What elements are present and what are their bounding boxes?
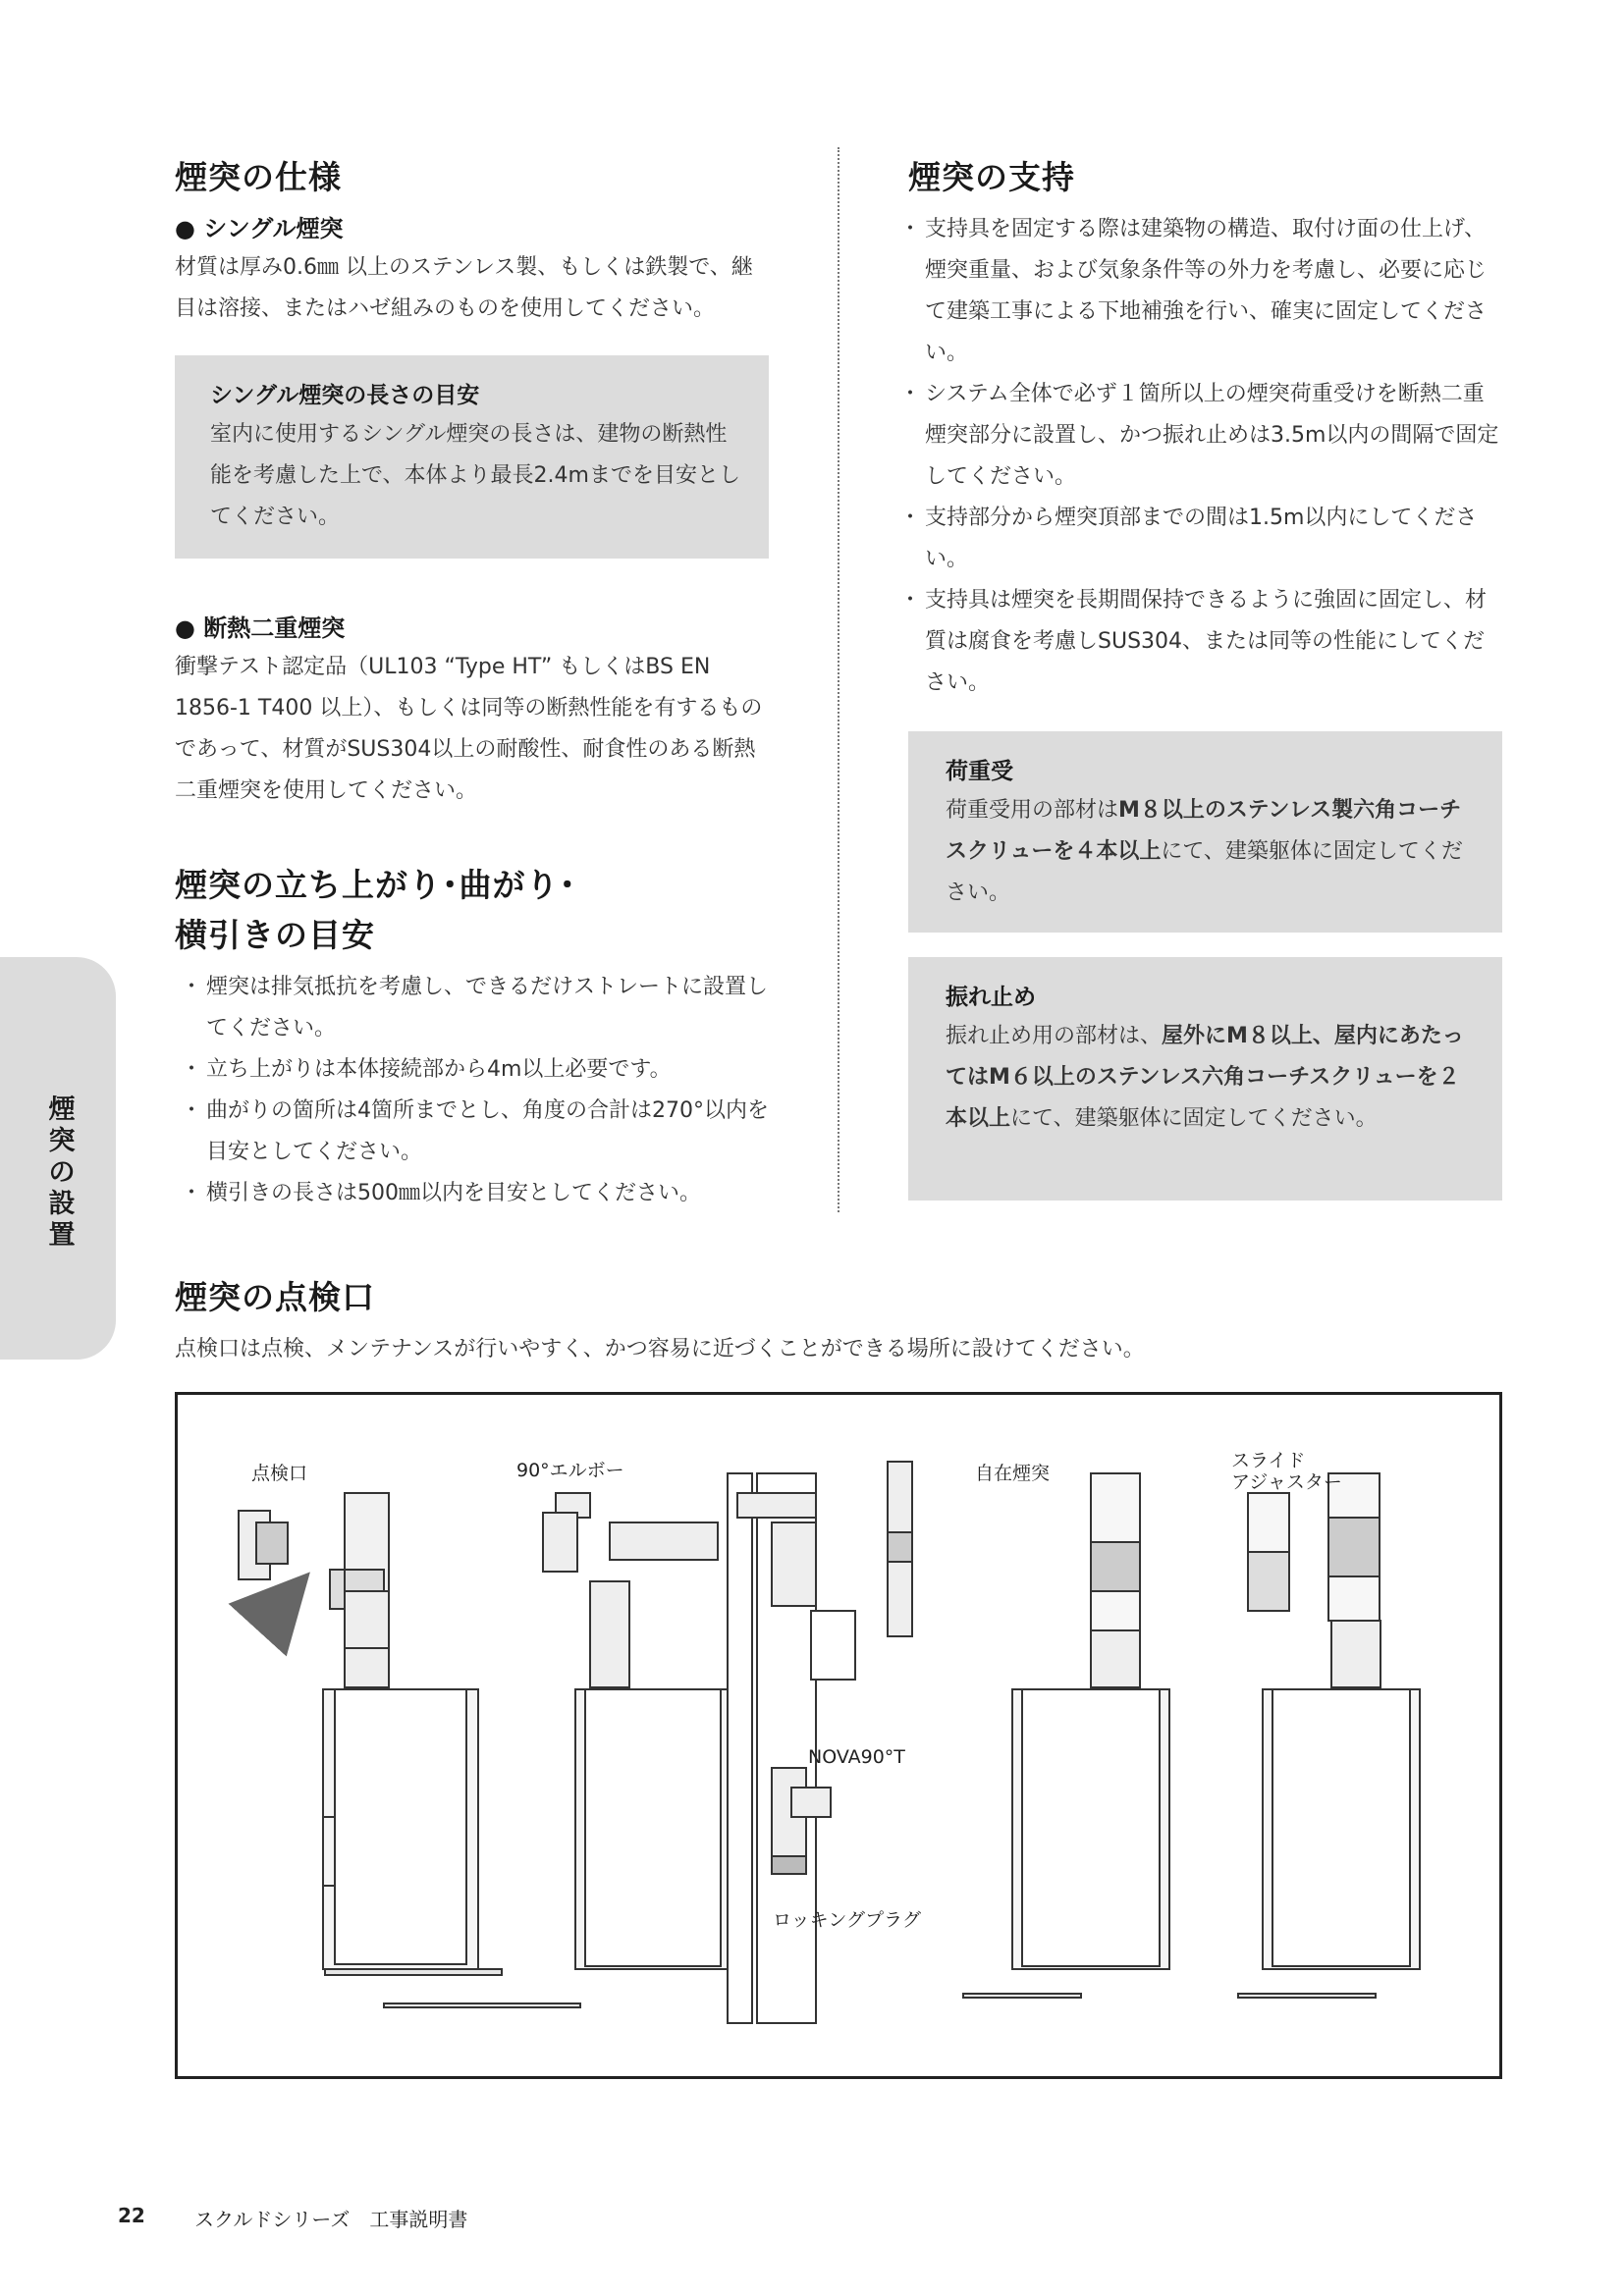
load-support-title: 荷重受: [946, 759, 1013, 784]
inspection-title: 煙突の点検口: [175, 1278, 375, 1316]
load-support-text: 荷重受用の部材はM８以上のステンレス製六角コーチスクリューを４本以上にて、建築躯体に固定してください。: [946, 798, 1463, 905]
stove-diagram-3: [963, 1473, 1169, 1998]
single-chimney-heading: ● シングル煙突: [175, 215, 344, 242]
document-title: スクルドシリーズ 工事説明書: [194, 2208, 468, 2231]
list-item: ・ 支持部分から煙突頂部までの間は1.5m以内にしてください。: [899, 506, 1478, 571]
insulated-chimney-heading: ● 断熱二重煙突: [175, 614, 346, 642]
side-tab-label: 煙突の設置: [48, 1095, 76, 1251]
flexible-chimney-part: [888, 1462, 912, 1636]
chimney-diagrams: [178, 1395, 1499, 2076]
list-item: ・ 横引きの長さは500㎜以内を目安としてください。: [181, 1181, 701, 1205]
rise-title-line2: 横引きの目安: [175, 916, 375, 954]
list-item: ・ 煙突は排気抵抗を考慮し、できるだけストレートに設置してください。: [181, 975, 769, 1041]
rise-bullet-list: [181, 967, 770, 1214]
list-item: ・ システム全体で必ず１箇所以上の煙突荷重受けを断熱二重煙突部分に設置し、かつ振れ止めは3.5m以内の間隔で固定してください。: [899, 382, 1499, 489]
load-support-box: [908, 731, 1502, 933]
label-flexible-chimney: 自在煙突: [975, 1463, 1051, 1484]
rise-title-line1: 煙突の立ち上がり･曲がり･: [175, 866, 576, 904]
length-guide-title: シングル煙突の長さの目安: [210, 383, 480, 408]
single-chimney-text: 材質は厚み0.6㎜ 以上のステンレス製、もしくは鉄製で、継目は溶接、またはハゼ組みのものを使用してください。: [175, 255, 753, 321]
slide-adjuster-part: [1248, 1493, 1289, 1611]
list-item: ・ 立ち上がりは本体接続部から4m以上必要です。: [181, 1057, 672, 1082]
length-guide-box: [175, 355, 769, 559]
stove-diagram-1: [323, 1493, 502, 1975]
section-side-tab: [0, 957, 116, 1360]
elbow-part: [543, 1493, 590, 1572]
label-inspection-port: 点検口: [251, 1463, 308, 1484]
label-locking-plug: ロッキングプラグ: [773, 1909, 922, 1931]
inspection-figure: [175, 1392, 1502, 2079]
label-nova-tee: NOVA90°T: [808, 1746, 905, 1768]
column-divider: [838, 147, 839, 1212]
sway-brace-title: 振れ止め: [946, 985, 1036, 1010]
sway-brace-box: [908, 957, 1502, 1201]
nova-tee-part: [772, 1768, 831, 1874]
insulated-chimney-text: 衝撃テスト認定品（UL103 “Type HT” もしくはBS EN 1856-1 T400 以上）、もしくは同等の断熱性能を有するものであって、材質がSUS304以上の耐酸性、耐食性のある断熱二重煙突を使用してください。: [175, 655, 763, 803]
inspection-text: 点検口は点検、メンテナンスが行いやすく、かつ容易に近づくことができる場所に設けてください。: [175, 1337, 1145, 1362]
label-slide-line2: アジャスター: [1231, 1471, 1342, 1493]
page-number: 22: [118, 2204, 145, 2227]
list-item: ・ 曲がりの箇所は4箇所までとし、角度の合計は270°以内を目安としてください。: [181, 1098, 769, 1164]
label-slide-line1: スライド: [1231, 1450, 1306, 1471]
sway-brace-text: 振れ止め用の部材は、屋外にM８以上、屋内にあたってはM６以上のステンレス六角コーチスクリューを２本以上にて、建築躯体に固定してください。: [946, 1024, 1464, 1131]
list-item: ・ 支持具を固定する際は建築物の構造、取付け面の仕上げ、煙突重量、および気象条件等の外力を考慮し、必要に応じて建築工事による下地補強を行い、確実に固定してください。: [899, 217, 1488, 365]
label-elbow: 90°エルボー: [516, 1460, 624, 1481]
support-title: 煙突の支持: [908, 158, 1075, 196]
length-guide-text: 室内に使用するシングル煙突の長さは、建物の断熱性能を考慮した上で、本体より最長2.4mまでを目安としてください。: [210, 422, 740, 529]
inspection-port-part: [239, 1511, 288, 1579]
spec-title: 煙突の仕様: [175, 158, 342, 196]
support-bullet-list: [899, 209, 1504, 704]
list-item: ・ 支持具は煙突を長期間保持できるように強固に固定し、材質は腐食を考慮しSUS304、または同等の性能にしてください。: [899, 588, 1488, 695]
